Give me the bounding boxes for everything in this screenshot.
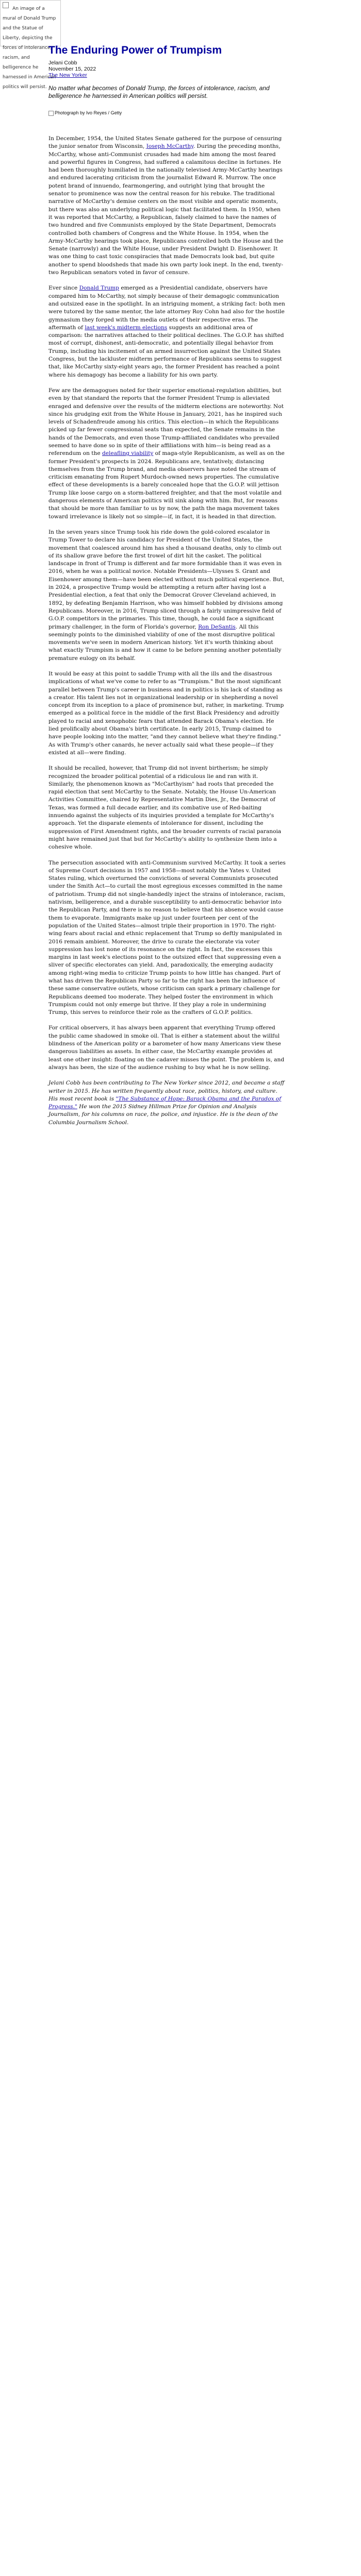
article-header xyxy=(48,44,291,78)
publish-date: November 15, 2022 xyxy=(48,66,96,72)
photo-credit xyxy=(48,110,122,116)
link-author-book[interactable]: "The Substance of Hope: Barack Obama and the Paradox of Progress." xyxy=(48,1095,282,1110)
link-midterm-elections[interactable]: last week's midterm elections xyxy=(85,324,168,331)
author-name: Jelani Cobb xyxy=(48,60,77,66)
article-title: The Enduring Power of Trumpism xyxy=(48,44,222,56)
paragraph: In the seven years since Trump took his ride down the gold-colored escalator in Trump Tower to declare his candidacy for President of the United States, the movement that coalesced around him has shed a thousand deaths, only to climb out of its shallow grave before the first trowel of dirt hit the casket. The political landscape in front of Trump is different and far more formidable than it was even in 2016, when he was a political novice. Notable Presidents—Ulysses S. Grant and Eisenhower among them—have been elected without much political experience. But, in 2024, a prospective Trump would be attempting a return after having lost a Presidential election, a feat that only the Democrat Grover Cleveland achieved, in 1892, by defeating Benjamin Harrison, who was himself hobbled by divisions among Republicans. Moreover, in 2016, Trump sliced through a fairly unimpressive field of G.O.P. competitors in the primaries. This time, though, he could face a significant primary challenger, in the form of Florida's governor, Ron DeSantis. All this seemingly points to the diminished viability of one of the most disruptive political movements we've seen in modern American history. Yet it's worth thinking about what exactly Trumpism is and how it came to be before penning another potentially premature eulogy on its behalf. xyxy=(48,529,285,662)
link-donald-trump[interactable]: Donald Trump xyxy=(79,285,119,292)
photo-icon xyxy=(48,111,54,116)
paragraph: It would be easy at this point to saddle Trump with all the ills and the disastrous implications of what we've come to refer to as "Trumpism." But the most significant parallel between Trump's career in business and in politics is his lack of standing as a creator. His talent lies not in organizational leadership or in shepherding a novel concept from its inception to a place of prominence but, rather, in marketing. Trump emerged as a political force in the middle of the first Black Presidency and adroitly played to racial and xenophobic fears that attended Barack Obama's election. He lied prolifically about Obama's birth certificate. In early 2015, Trump claimed to have people looking into the matter, "and they cannot believe what they're finding." As with Trump's other canards, he never actually said what these people—if they existed at all—were finding. xyxy=(48,671,284,756)
paragraph: Few are the demagogues noted for their superior emotional-regulation abilities, but even by that standard the reports that the former President Trump is alleviated enraged and defensive over the results of the midterm elections are noteworthy. Not since his grudging exit from the White House in January, 2021, has he inspired such levels of Schadenfreude among his critics. This election—in which the Republicans picked up far fewer congressional seats than expected, the Senate remains in the hands of the Democrats, and even those Trump-affiliated candidates who prevailed seemed to have done so in spite of their affiliations with him—is being read as a referendum on the deleafling viability of maga-style Republicanism, as well as on the former President's prospects in 2024. Republicans are, tentatively, distancing themselves from the Trump brand, and media observers have noted the stream of criticism emanating from Rupert Murdoch-owned news properties. The cumulative effect of these developments is a barely concealed hope that the G.O.P. will jettison Trump like loose cargo on a storm-battered freighter, and that the most volatile and dangerous elements of American politics will sink along with him. But, for reasons that should be more than familiar to us by now, the path the maga movement takes toward irrelevance is likely not so simple—if, in fact, it is headed in that direction. xyxy=(48,387,285,520)
hero-image-placeholder xyxy=(0,0,61,90)
article-body xyxy=(48,135,286,1134)
article-meta xyxy=(48,60,291,78)
link-joseph-mccarthy[interactable]: Joseph McCarthy xyxy=(146,143,193,150)
photo-credit-text: Photograph by Ivo Reyes / Getty xyxy=(55,110,122,115)
link-ron-desantis[interactable]: Ron DeSantis xyxy=(198,623,236,630)
publication-link[interactable]: The New Yorker xyxy=(48,72,87,78)
paragraph: The persecution associated with anti-Communism survived McCarthy. It took a series of Supreme Court decisions in 1957 and 1958—most notably the Yates v. United States ruling, which overturned the convictions of several Communists prosecuted under the Smith Act—to curtail the most egregious excesses committed in the name of patriotism. Trump did not single-handedly inject the strains of intolerance, racism, nativism, belligerence, and a durable susceptibility to anti-democratic behavior into the Republican Party, and there is no reason to believe that his absence would cause them to evaporate. Immigrants make up just under fourteen per cent of the population of the United States—almost triple their proportion in 1970. The right-wing fears about racial and ethnic replacement that Trump so deftly manipulated in 2016 remain ambient. Moreover, the drive to curate the electorate via voter suppression has lost none of its resonance on the right. In fact, the excesses this margins in last week's elections point to the outsized effect that suppressing even a sliver of specific electorates can yield. And, paradoxically, the emerging audacity among right-wing media to criticize Trump points to how little has changed. Part of what has driven the Republican Party so far to the right has been the influence of these same conservative outlets, whose criticism can spark a primary challenge for Republicans deemed too moderate. They helped foster the environment in which Trumpism could not only emerge but thrive. If they play a role in undermining Trump, this serves to reinforce their role as the crafters of G.O.P. politics. xyxy=(48,859,286,1016)
author-bio: Jelani Cobb has been contributing to The New Yorker since 2012, and became a staff writer in 2015. He has written frequently about race, politics, history, and culture. His most recent book is "The Substance of Hope: Barack Obama and the Paradox of Progress." He won the 2015 Sidney Hillman Prize for Opinion and Analysis Journalism, for his columns on race, the police, and injustice. He is the dean of the Columbia Journalism School. xyxy=(48,1080,285,1126)
link-viability[interactable]: deleafling viability xyxy=(102,450,154,457)
paragraph: It should be recalled, however, that Trump did not invent birtherism; he simply recognized the broader political potential of a ridiculous lie and ran with it. Similarly, the phenomenon known as "McCarthyism" had roots that preceded the rapid election that sent McCarthy to the Senate. Notably, the House Un-American Activities Committee, chaired by Representative Martin Dies, Jr., the Democrat of Texas, was formed a full decade earlier, and its combative use of Red-baiting innuendo against the subjects of its inquiries provided a template for McCarthy's approach. Yet the disparate elements of intolerance for dissent, including the suppression of First Amendment rights, and the broader currents of racial paranoia might have remained just that but for McCarthy's ability to synthesize them into a cohesive whole. xyxy=(48,765,282,851)
paragraph: Ever since Donald Trump emerged as a Presidential candidate, observers have compared him to McCarthy, not simply because of their demagogic communication and outsized ease in the spotlight. In an intriguing moment, a striking fact: both men were tutored by the same mentor, the late attorney Roy Cohn had also for the hostile gymnasium they forged with the media outlets of their respective eras. The aftermath of last week's midterm elections suggests an additional area of comparison: the narratives attached to their political declines. The G.O.P. has shifted most of corrupt, dishonest, anti-democratic, and potentially illegal behavior from Trump, including his incitement of an armed insurrection against the United States Congress, but the lackluster midterm performance of Republicans seems to suggest that, like McCarthy sixty-eight years ago, the former President has reached a point where his demagogy has become a liability for his own party. xyxy=(48,285,285,378)
paragraph: For critical observers, it has always been apparent that everything Trump offered the public came shadowed in smoke oil. That is either a statement about the willful blindness of the American polity or a barometer of how many Americans view these dangerous liabilities as assets. In either case, the McCarthy example provides at least one other insight: floating on the cadaver misses the point. The problem is, and always has been, the size of the audience rushing to buy what he is now selling. xyxy=(48,1025,285,1071)
hero-image-alt: An image of a mural of Donald Trump and the Statue of Liberty, depicting the forces of intolerance, racism, and belligerence he harnessed in American politics will persist. xyxy=(3,6,56,90)
broken-image-icon xyxy=(3,2,9,8)
article-dek: No matter what becomes of Donald Trump, the forces of intolerance, racism, and belligerence he harnessed in American politics will persist. xyxy=(48,84,270,99)
paragraph: In December, 1954, the United States Senate gathered for the purpose of censuring the junior senator from Wisconsin, Joseph McCarthy. During the preceding months, McCarthy, whose anti-Communist crusades had made him among the most feared and powerful figures in Congress, had suffered a calamitous decline in fortunes. He had been thoroughly humiliated in the nationally televised Army-McCarthy hearings and endured lacerating criticism from the journalist Edward R. Murrow. The once potent brand of innuendo, fearmongering, and outright lying that brought the senator to prominence was now the central reason for his rebuke. The traditional narrative of McCarthy's demise centers on the most visible and operatic moments, but there was also an underlying political logic that facilitated them. In 1950, when it was reported that McCarthy, a Republican, falsely claimed to have the names of two hundred and five Communists employed by the State Department, Democrats controlled both chambers of Congress and the White House. In 1954, when the Army-McCarthy hearings took place, Republicans controlled both the House and the Senate (narrowly) and the White House, under President Dwight D. Eisenhower. It was one thing to cast toxic conspiracies that made Democrats look bad, but quite another to spend bloodsheds that made his own party look inept. In the end, twenty-two Republican senators voted in favor of censure. xyxy=(48,135,284,276)
